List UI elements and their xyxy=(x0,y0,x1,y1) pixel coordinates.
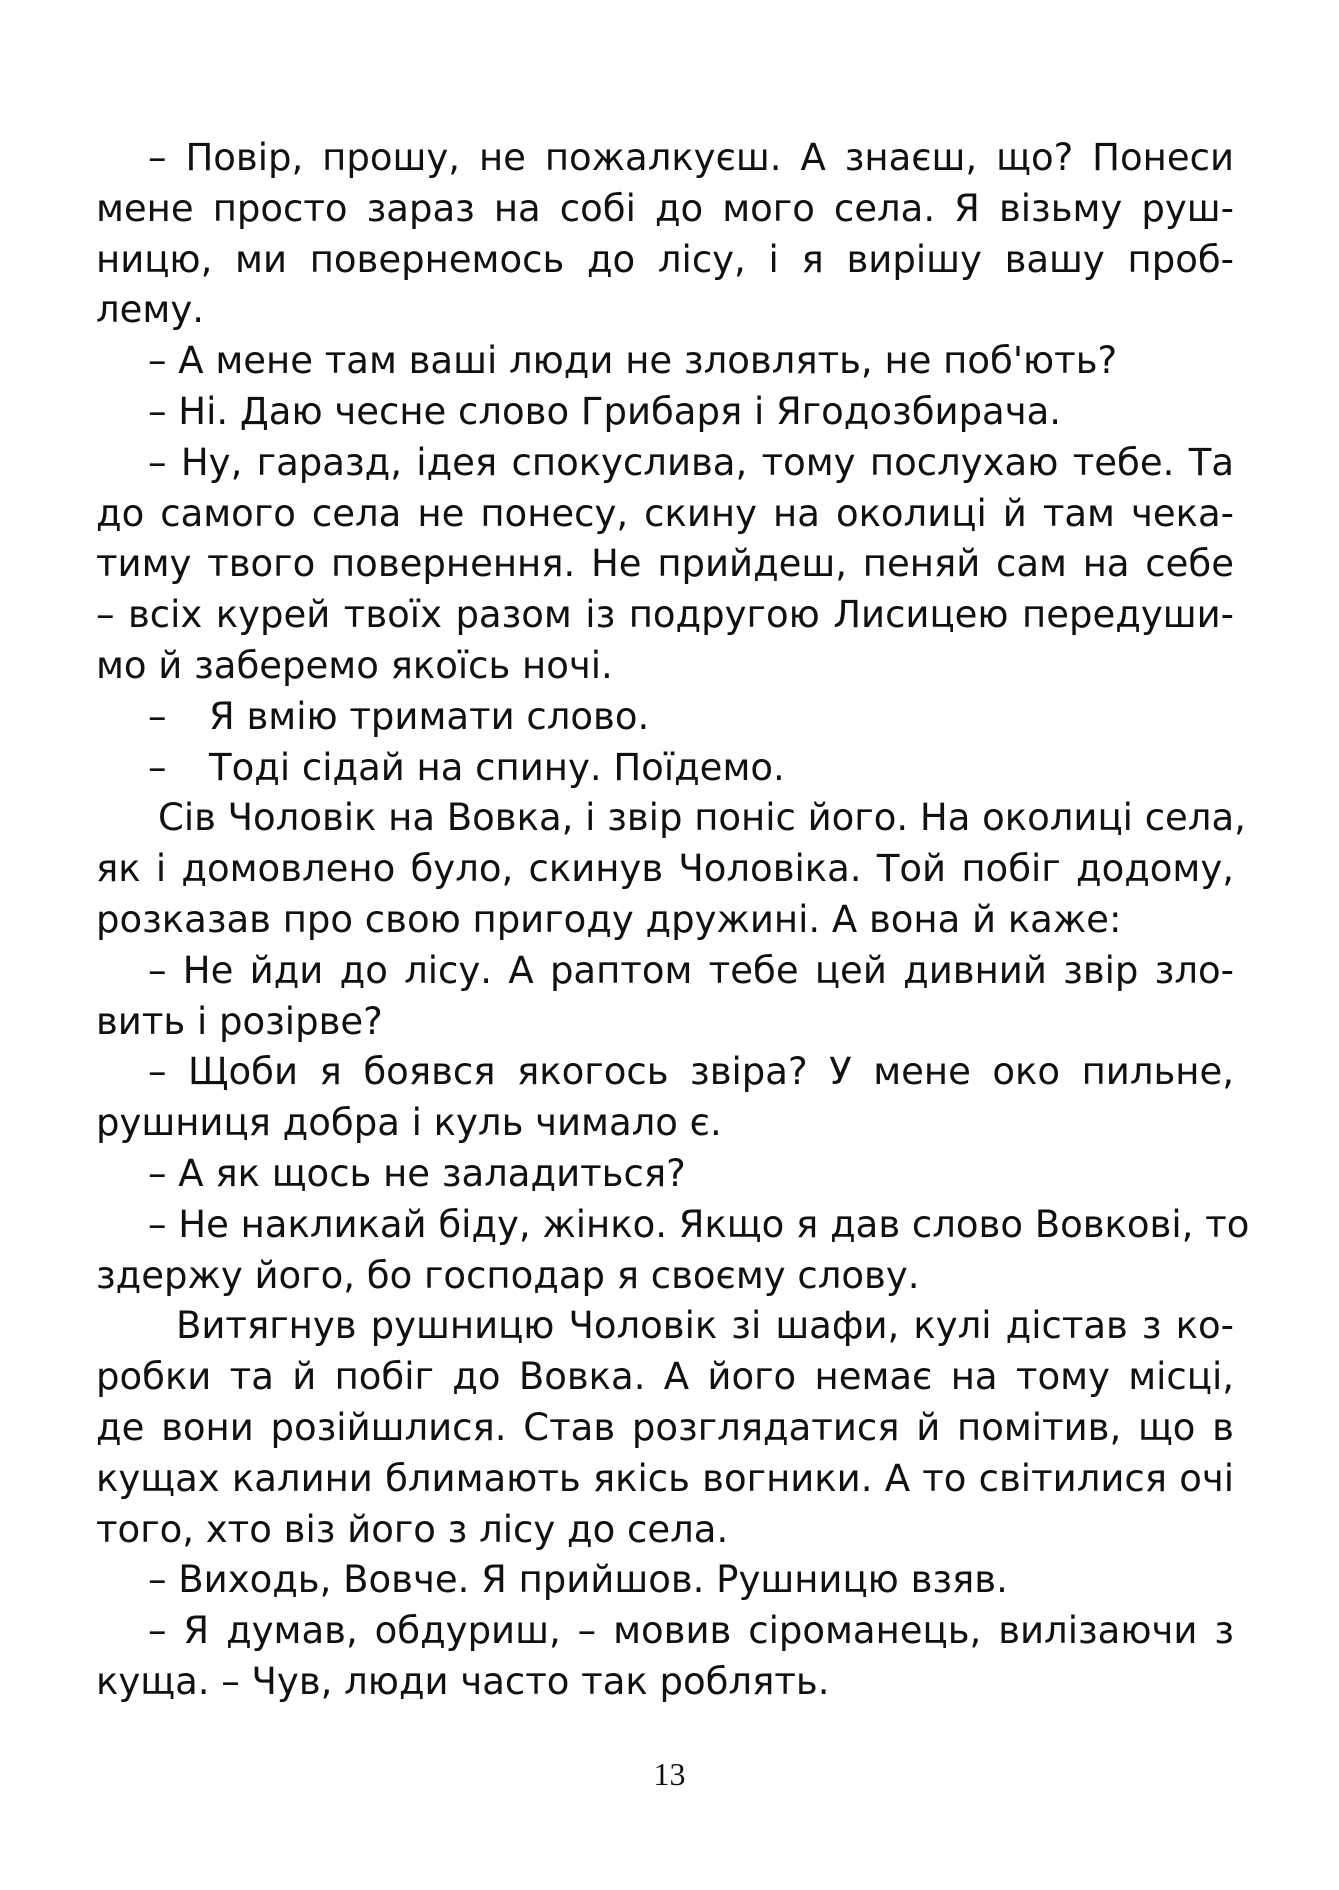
text-line: – Ну, гаразд, ідея спокуслива, тому послухаю тебе. Та xyxy=(148,440,1234,484)
text-line: – Ні. Даю чесне слово Грибаря і Ягодозбирача. xyxy=(148,389,1062,433)
dialogue-text: Тоді сідай на спину. Поїдемо. xyxy=(209,745,785,789)
text-line: – Я думав, обдуриш, – мовив сіроманець, вилізаючи з xyxy=(148,1609,1234,1653)
text-line: тиму твого повернення. Не прийдеш, пеняй сам на себе xyxy=(96,542,1234,586)
text-line: – всіх курей твоїх разом із подругою Лисицею передуши- xyxy=(96,593,1234,637)
text-line: рушниця добра і куль чимало є. xyxy=(96,1101,722,1145)
text-line: – А мене там ваші люди не зловлять, не поб'ють? xyxy=(148,339,1118,383)
text-line: мене просто зараз на собі до мого села. Я візьму руш- xyxy=(96,186,1234,230)
text-line-dialogue xyxy=(96,743,1234,794)
text-line: – Виходь, Вовче. Я прийшов. Рушницю взяв. xyxy=(148,1558,1008,1602)
text-line: робки та й побіг до Вовка. А його немає на тому місці, xyxy=(96,1355,1234,1399)
dialogue-dash: – xyxy=(148,694,167,738)
dialogue-dash: – xyxy=(148,745,167,789)
text-line: – Не йди до лісу. А раптом тебе цей дивний звір зло- xyxy=(148,948,1234,992)
text-line: того, хто віз його з лісу до села. xyxy=(96,1507,729,1551)
dialogue-text: Я вмію тримати слово. xyxy=(209,694,650,738)
page-number: 13 xyxy=(653,1756,686,1792)
text-line: – Не накликай біду, жінко. Якщо я дав слово Вовкові, то xyxy=(148,1202,1250,1246)
text-line: вить і розірве? xyxy=(96,999,383,1043)
text-line-dialogue xyxy=(96,692,1234,743)
body-text xyxy=(96,133,1250,1708)
text-line: розказав про свою пригоду дружині. А вона й каже: xyxy=(96,897,1122,941)
text-line: лему. xyxy=(96,288,204,332)
text-line: кущах калини блимають якісь вогники. А то світилися очі xyxy=(96,1456,1234,1500)
text-line: де вони розійшлися. Став розглядатися й помітив, що в xyxy=(96,1405,1234,1449)
text-line: – Щоби я боявся якогось звіра? У мене око пильне, xyxy=(148,1050,1234,1094)
text-line: – А як щось не заладиться? xyxy=(148,1151,686,1195)
text-line: ницю, ми повернемось до лісу, і я вирішу вашу проб- xyxy=(96,237,1234,281)
text-line: до самого села не понесу, скину на околиці й там чека- xyxy=(96,491,1234,535)
text-line: здержу його, бо господар я своєму слову. xyxy=(96,1253,920,1297)
text-line: Витягнув рушницю Чоловік зі шафи, кулі дістав з ко- xyxy=(176,1304,1234,1348)
text-line: як і домовлено було, скинув Чоловіка. Той побіг додому, xyxy=(96,847,1234,891)
text-line: – Повір, прошу, не пожалкуєш. А знаєш, що? Понеси xyxy=(148,136,1234,179)
text-line: мо й заберемо якоїсь ночі. xyxy=(96,643,613,687)
text-line: куща. – Чув, люди часто так роблять. xyxy=(96,1659,830,1703)
text-line: Сів Чоловік на Вовка, і звір поніс його. На околиці села, xyxy=(158,796,1246,840)
